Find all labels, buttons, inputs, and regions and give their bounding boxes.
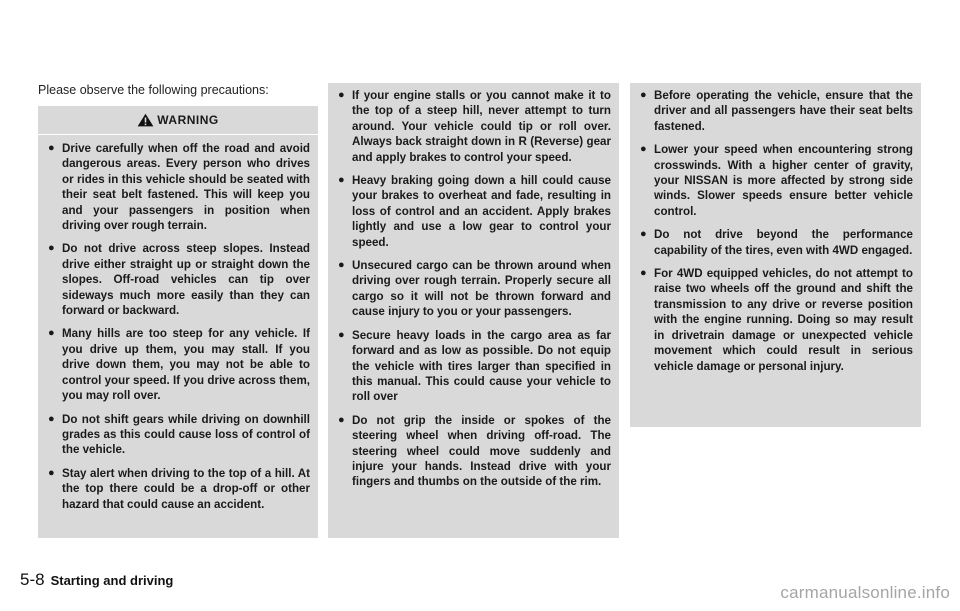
warning-item-text: Many hills are too steep for any vehicle. If you drive up them, you may stall. If you drive down them, you may not be able to control your speed. If you drive across them, you may roll over.: [62, 327, 310, 403]
warning-item-text: Lower your speed when encountering strong crosswinds. With a higher center of gravity, your NISSAN is more affected by strong side winds. Slower speeds ensure better vehicle control.: [654, 143, 913, 218]
warning-item-text: Before operating the vehicle, ensure that the driver and all passengers have their seat belts fastened.: [654, 89, 913, 133]
bullet-icon: ●: [48, 466, 55, 479]
warning-item: [638, 142, 913, 219]
bullet-icon: ●: [338, 328, 345, 341]
bullet-icon: ●: [48, 142, 55, 154]
bullet-icon: ●: [48, 412, 55, 425]
warning-item: [638, 88, 913, 134]
warning-item: [336, 173, 611, 250]
warning-item-text: For 4WD equipped vehicles, do not attempt to raise two wheels off the ground and shift the transmission to any drive or reverse position with the engine running. Doing so may result in drivetrain damage or unexpected vehicle movement which could result in serious vehicle damage or personal injury.: [654, 267, 913, 373]
warning-item-text: Secure heavy loads in the cargo area as far forward and as low as possible. Do not equip the vehicle with tires larger than specified in this manual. This could cause your vehicle to roll over: [352, 328, 611, 404]
warning-header: [38, 106, 318, 135]
warning-item-text: Unsecured cargo can be thrown around when driving over rough terrain. Properly secure all cargo so it will not be thrown forward and cause injury to you or your passengers.: [352, 259, 611, 319]
warning-item: [336, 413, 611, 490]
bullet-icon: ●: [640, 143, 647, 156]
warning-item: [336, 258, 611, 320]
warning-item: [46, 412, 310, 458]
warning-item: [638, 227, 913, 258]
warning-item-text: Heavy braking going down a hill could cause your brakes to overheat and fade, resulting in loss of control and an accident. Apply brakes lightly and use a low gear to control your speed.: [352, 174, 611, 249]
warning-item: [336, 88, 611, 165]
bullet-icon: ●: [640, 267, 647, 280]
bullet-icon: ●: [640, 228, 647, 241]
warning-item-text: Do not drive beyond the performance capability of the tires, even with 4WD engaged.: [654, 228, 913, 257]
page-footer: [20, 570, 173, 590]
warning-panel-column-1: [38, 106, 318, 538]
warning-item: [336, 328, 611, 405]
warning-panel-column-2: [328, 83, 619, 538]
warning-item: [46, 466, 310, 512]
bullet-icon: ●: [48, 327, 55, 340]
bullet-icon: ●: [338, 259, 345, 272]
warning-list-column-1: [38, 135, 318, 512]
watermark-text: carmanualsonline.info: [780, 583, 950, 602]
page-number: 5-8: [20, 570, 45, 589]
intro-text: Please observe the following precautions:: [38, 83, 269, 97]
warning-list-column-3: [630, 83, 921, 374]
warning-triangle-icon: [137, 113, 154, 127]
warning-item-text: Do not drive across steep slopes. Instead drive either straight up or straight down the slopes. Off-road vehicles can tip over sideways much more easily than they can forward or backward.: [62, 242, 310, 318]
warning-item: [46, 326, 310, 403]
warning-item: [638, 266, 913, 374]
warning-label: WARNING: [157, 113, 219, 127]
bullet-icon: ●: [640, 89, 647, 101]
bullet-icon: ●: [338, 89, 345, 101]
warning-item-text: If your engine stalls or you cannot make it to the top of a steep hill, never attempt to turn around. Your vehicle could tip or roll over. Always back straight down in R (Reverse) gear and apply brakes to control your speed.: [352, 89, 611, 164]
warning-item-text: Do not shift gears while driving on downhill grades as this could cause loss of control of the vehicle.: [62, 412, 310, 457]
bullet-icon: ●: [48, 242, 55, 255]
bullet-icon: ●: [338, 413, 345, 426]
warning-list-column-2: [328, 83, 619, 490]
warning-item: [46, 241, 310, 318]
section-title: Starting and driving: [50, 573, 174, 588]
warning-item-text: Stay alert when driving to the top of a hill. At the top there could be a drop-off or other hazard that could cause an accident.: [62, 466, 310, 511]
warning-item-text: Do not grip the inside or spokes of the steering wheel when driving off-road. The steering wheel could move suddenly and injure your hands. Instead drive with your fingers and thumbs on the outside of the rim.: [352, 413, 611, 489]
warning-item-text: Drive carefully when off the road and avoid dangerous areas. Every person who drives or rides in this vehicle should be seated with their seat belt fastened. This will keep you and your passengers in position when driving over rough terrain.: [62, 142, 310, 233]
bullet-icon: ●: [338, 174, 345, 187]
warning-panel-column-3: [630, 83, 921, 427]
warning-item: [46, 141, 310, 233]
